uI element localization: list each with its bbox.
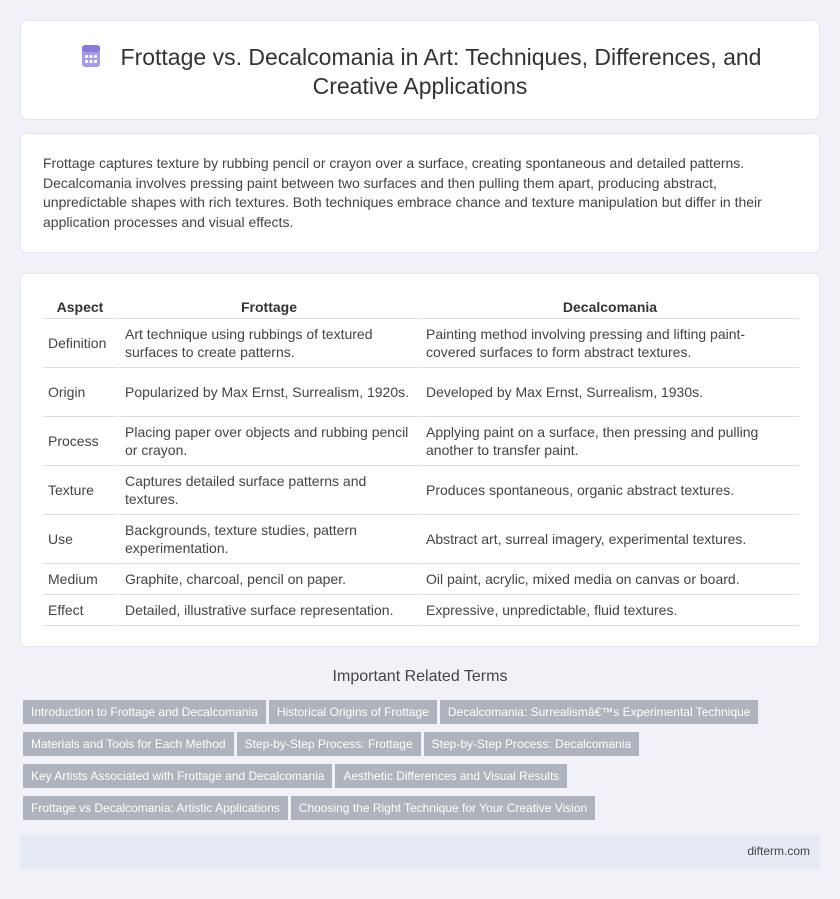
table-row [43,417,799,466]
related-term-tag[interactable]: Key Artists Associated with Frottage and Decalcomania [23,764,332,788]
aspect-cell: Origin [43,368,117,417]
intro-card [20,133,820,253]
intro-paragraph: Frottage captures texture by rubbing pencil or crayon over a surface, creating spontaneous and detailed patterns. Decalcomania involves pressing paint between two surfaces and then pulling them apart, producing abstract, unpredictable shapes with rich textures. Both techniques embrace chance and texture manipulation but differ in their application processes and visual effects. [43,155,762,230]
tag-row [23,732,813,764]
header-frottage: Frottage [117,296,418,319]
decalcomania-cell: Developed by Max Ernst, Surrealism, 1930s. [418,368,799,417]
tag-row [23,796,813,828]
related-term-tag[interactable]: Step-by-Step Process: Frottage [237,732,421,756]
frottage-cell: Detailed, illustrative surface representation. [117,595,418,626]
related-term-tag[interactable]: Historical Origins of Frottage [269,700,437,724]
table-row [43,564,799,595]
table-row [43,466,799,515]
related-term-tag[interactable]: Choosing the Right Technique for Your Creative Vision [291,796,595,820]
table-row [43,595,799,626]
aspect-cell: Use [43,515,117,564]
decalcomania-cell: Painting method involving pressing and lifting paint-covered surfaces to form abstract textures. [418,319,799,368]
decalcomania-cell: Expressive, unpredictable, fluid textures. [418,595,799,626]
page-title [21,43,819,101]
related-terms-heading: Important Related Terms [332,668,508,685]
aspect-cell: Medium [43,564,117,595]
decalcomania-cell: Produces spontaneous, organic abstract textures. [418,466,799,515]
footer-site-link[interactable]: difterm.com [747,844,810,858]
header-decalcomania: Decalcomania [418,296,799,319]
frottage-cell: Placing paper over objects and rubbing pencil or crayon. [117,417,418,466]
decalcomania-cell: Applying paint on a surface, then pressing and pulling another to transfer paint. [418,417,799,466]
related-term-tag[interactable]: Aesthetic Differences and Visual Results [335,764,567,788]
decalcomania-cell: Oil paint, acrylic, mixed media on canvas or board. [418,564,799,595]
title-line-1: Frottage vs. Decalcomania in Art: Techniques, Differences, and [120,44,762,70]
aspect-cell: Effect [43,595,117,626]
related-term-tag[interactable]: Decalcomania: Surrealismâ€™s Experimental Technique [440,700,759,724]
table-row [43,368,799,417]
frottage-cell: Graphite, charcoal, pencil on paper. [117,564,418,595]
table-row [43,319,799,368]
calculator-icon [79,44,103,68]
footer [20,835,820,869]
aspect-cell: Definition [43,319,117,368]
related-terms-list [23,700,813,828]
frottage-cell: Captures detailed surface patterns and textures. [117,466,418,515]
tag-row [23,764,813,796]
header-card [20,20,820,120]
table-row [43,515,799,564]
frottage-cell: Art technique using rubbings of textured surfaces to create patterns. [117,319,418,368]
table-header-row [43,296,799,319]
frottage-cell: Backgrounds, texture studies, pattern experimentation. [117,515,418,564]
comparison-table [43,296,799,626]
related-term-tag[interactable]: Frottage vs Decalcomania: Artistic Applications [23,796,288,820]
frottage-cell: Popularized by Max Ernst, Surrealism, 1920s. [117,368,418,417]
related-term-tag[interactable]: Introduction to Frottage and Decalcomania [23,700,266,724]
aspect-cell: Texture [43,466,117,515]
aspect-cell: Process [43,417,117,466]
header-aspect: Aspect [43,296,117,319]
related-term-tag[interactable]: Step-by-Step Process: Decalcomania [424,732,639,756]
tag-row [23,700,813,732]
decalcomania-cell: Abstract art, surreal imagery, experimental textures. [418,515,799,564]
title-line-2: Creative Applications [312,73,528,99]
comparison-card [20,273,820,647]
related-term-tag[interactable]: Materials and Tools for Each Method [23,732,234,756]
